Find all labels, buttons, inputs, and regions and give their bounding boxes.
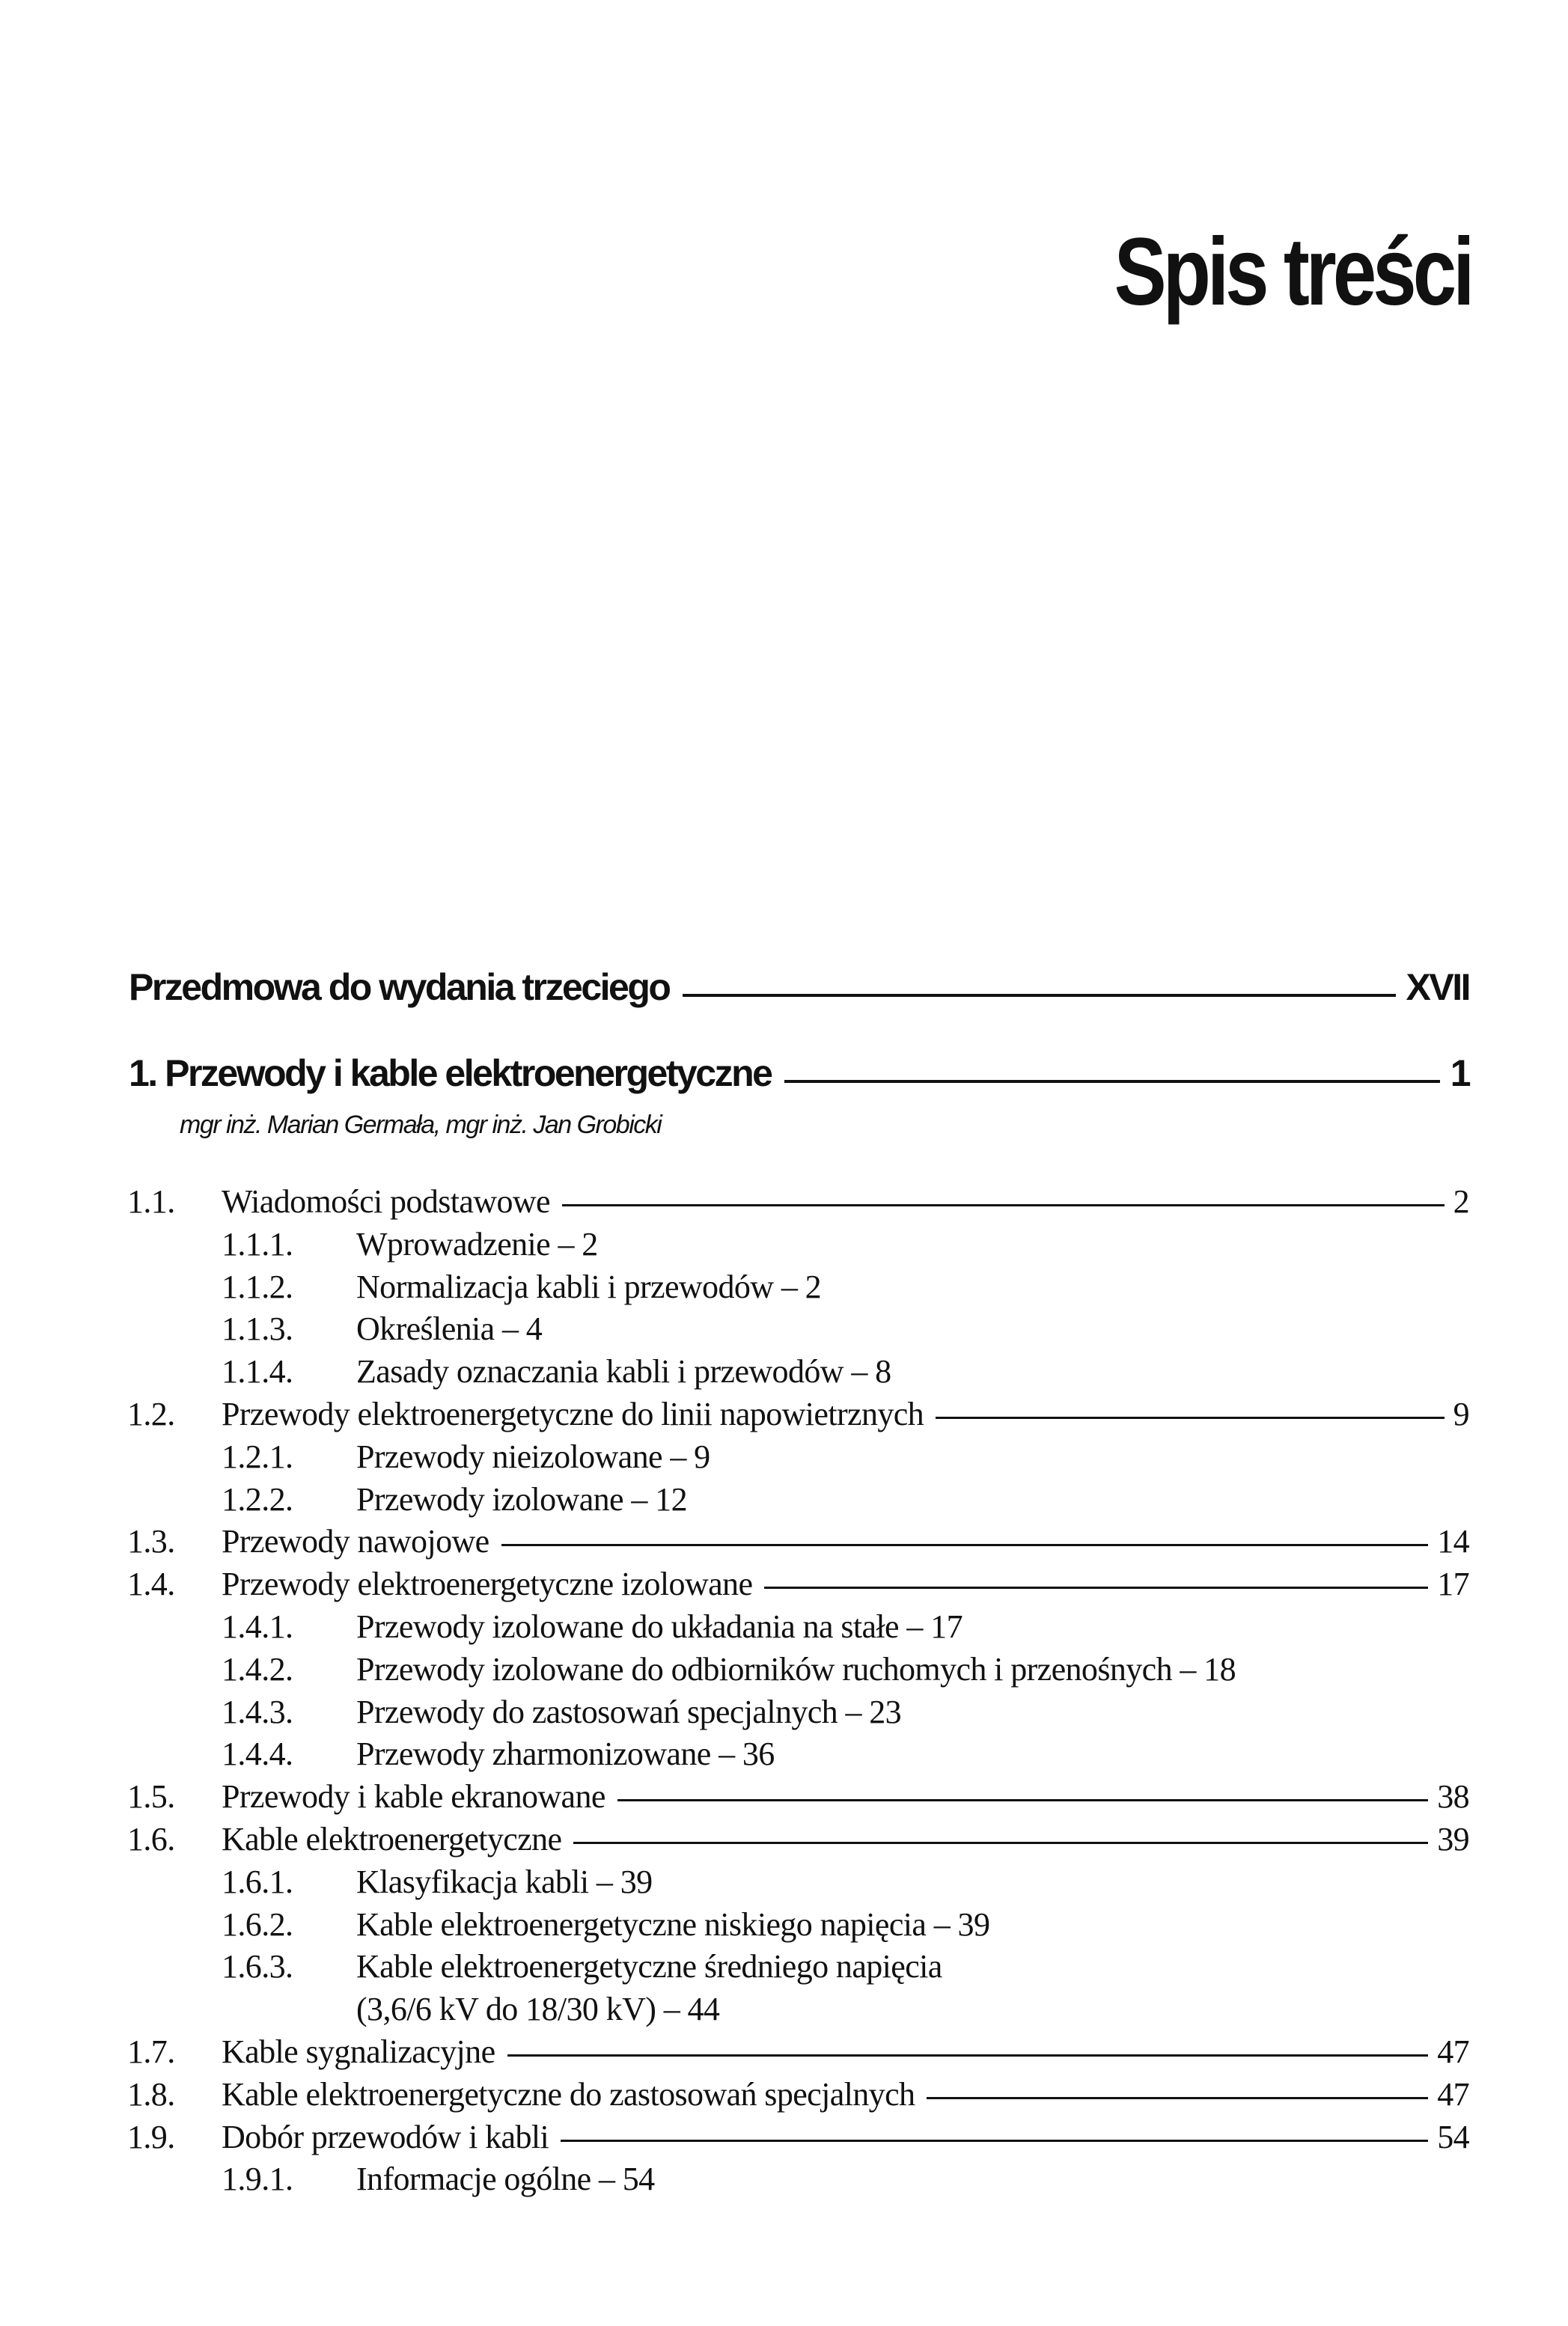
subsection-title: Kable elektroenergetyczne niskiego napięcia – 39 [356, 1905, 990, 1943]
section-number: 1.2. [127, 1395, 175, 1432]
preface-page: XVII [1406, 966, 1469, 1008]
subsection-title: Przewody nieizolowane – 9 [356, 1438, 710, 1475]
subsection-title: Przewody do zastosowań specjalnych – 23 [356, 1693, 902, 1730]
subsection-title: Określenia – 4 [356, 1310, 543, 1348]
subsection-title: Przewody izolowane – 12 [356, 1480, 687, 1518]
toc-section[interactable] [127, 1819, 1469, 1861]
toc-subsection[interactable] [127, 1649, 1469, 1691]
subsection-number: 1.6.1. [222, 1863, 293, 1900]
section-title: Kable elektroenergetyczne [222, 1820, 562, 1858]
toc-section[interactable] [127, 1776, 1469, 1819]
subsection-title: Kable elektroenergetyczne średniego napięcia [356, 1948, 942, 1985]
subsection-number: 1.4.2. [222, 1650, 293, 1688]
toc-subsection[interactable] [127, 2158, 1469, 2201]
leader-line [936, 1417, 1445, 1419]
section-number: 1.8. [127, 2075, 175, 2113]
leader-line [784, 1080, 1439, 1083]
page-title: Spis treści [1114, 219, 1471, 326]
chapter-label: 1. Przewody i kable elektroenergetyczne [129, 1052, 772, 1094]
leader-line [501, 1544, 1429, 1546]
section-title: Kable elektroenergetyczne do zastosowań specjalnych [222, 2075, 915, 2113]
subsection-title: Przewody zharmonizowane – 36 [356, 1736, 775, 1773]
chapter-page: 1 [1450, 1052, 1469, 1094]
subsection-number: 1.6.3. [222, 1948, 293, 1985]
leader-line [562, 1204, 1445, 1206]
toc-subsection[interactable] [127, 1436, 1469, 1479]
section-number: 1.7. [127, 2033, 175, 2070]
toc-section[interactable] [127, 2074, 1469, 2116]
subsection-number: 1.1.4. [222, 1353, 293, 1391]
toc-subsection[interactable] [127, 1606, 1469, 1649]
subsection-number: 1.2.1. [222, 1438, 293, 1475]
subsection-title: Wprowadzenie – 2 [356, 1225, 598, 1263]
section-title: Kable sygnalizacyjne [222, 2033, 495, 2070]
toc-subsection[interactable] [127, 1351, 1469, 1394]
toc-subsection[interactable] [127, 1479, 1469, 1521]
subsection-title: Przewody izolowane do odbiorników ruchomych i przenośnych – 18 [356, 1650, 1236, 1688]
subsection-title: Zasady oznaczania kabli i przewodów – 8 [356, 1353, 891, 1391]
section-title: Wiadomości podstawowe [222, 1183, 550, 1220]
toc-subsection[interactable] [127, 1861, 1469, 1904]
chapter-authors: mgr inż. Marian Germała, mgr inż. Jan Grobicki [180, 1111, 662, 1139]
toc-subsection-continued[interactable] [127, 1988, 1469, 2031]
subsection-title: Normalizacja kabli i przewodów – 2 [356, 1268, 822, 1305]
subsection-number: 1.4.3. [222, 1693, 293, 1730]
section-page: 54 [1437, 2118, 1469, 2155]
section-page: 9 [1453, 1395, 1469, 1432]
toc-subsection[interactable] [127, 1904, 1469, 1947]
section-title: Przewody i kable ekranowane [222, 1778, 605, 1816]
subsection-number: 1.1.2. [222, 1268, 293, 1305]
toc-section[interactable] [127, 1521, 1469, 1563]
section-page: 38 [1437, 1778, 1469, 1816]
toc-section[interactable] [127, 1394, 1469, 1436]
section-number: 1.9. [127, 2118, 175, 2155]
section-number: 1.1. [127, 1183, 175, 1220]
toc-section[interactable] [127, 1563, 1469, 1606]
subsection-title-continued: (3,6/6 kV do 18/30 kV) – 44 [356, 1991, 720, 2028]
subsection-title: Klasyfikacja kabli – 39 [356, 1863, 653, 1900]
leader-line [927, 2097, 1428, 2099]
section-number: 1.6. [127, 1820, 175, 1858]
toc-preface[interactable] [129, 965, 1469, 1009]
subsection-number: 1.4.4. [222, 1736, 293, 1773]
section-page: 47 [1437, 2075, 1469, 2113]
section-title: Dobór przewodów i kabli [222, 2118, 549, 2155]
toc-list [127, 1181, 1469, 2201]
subsection-title: Informacje ogólne – 54 [356, 2161, 655, 2198]
leader-line [561, 2140, 1428, 2142]
leader-line [683, 994, 1395, 997]
leader-line [617, 1799, 1428, 1801]
section-page: 2 [1453, 1183, 1469, 1220]
section-page: 39 [1437, 1820, 1469, 1858]
toc-subsection[interactable] [127, 1733, 1469, 1776]
toc-subsection[interactable] [127, 1308, 1469, 1351]
section-number: 1.4. [127, 1566, 175, 1603]
toc-subsection[interactable] [127, 1224, 1469, 1266]
section-page: 14 [1437, 1523, 1469, 1560]
section-page: 47 [1437, 2033, 1469, 2070]
subsection-number: 1.6.2. [222, 1905, 293, 1943]
toc-section[interactable] [127, 1181, 1469, 1224]
toc-section[interactable] [127, 2116, 1469, 2159]
toc-section[interactable] [127, 2031, 1469, 2074]
section-number: 1.5. [127, 1778, 175, 1816]
subsection-title: Przewody izolowane do układania na stałe – 17 [356, 1608, 963, 1645]
subsection-number: 1.1.3. [222, 1310, 293, 1348]
preface-label: Przedmowa do wydania trzeciego [129, 966, 670, 1008]
section-title: Przewody elektroenergetyczne do linii napowietrznych [222, 1395, 924, 1432]
section-page: 17 [1437, 1566, 1469, 1603]
section-number: 1.3. [127, 1523, 175, 1560]
section-title: Przewody nawojowe [222, 1523, 489, 1560]
leader-line [764, 1587, 1428, 1589]
toc-subsection[interactable] [127, 1946, 1469, 1988]
subsection-number: 1.1.1. [222, 1225, 293, 1263]
toc-subsection[interactable] [127, 1691, 1469, 1734]
leader-line [507, 2054, 1429, 2057]
section-title: Przewody elektroenergetyczne izolowane [222, 1566, 753, 1603]
subsection-number: 1.2.2. [222, 1480, 293, 1518]
leader-line [573, 1842, 1428, 1844]
toc-chapter-1[interactable] [129, 1051, 1469, 1095]
subsection-number: 1.9.1. [222, 2161, 293, 2198]
subsection-number: 1.4.1. [222, 1608, 293, 1645]
toc-subsection[interactable] [127, 1266, 1469, 1309]
